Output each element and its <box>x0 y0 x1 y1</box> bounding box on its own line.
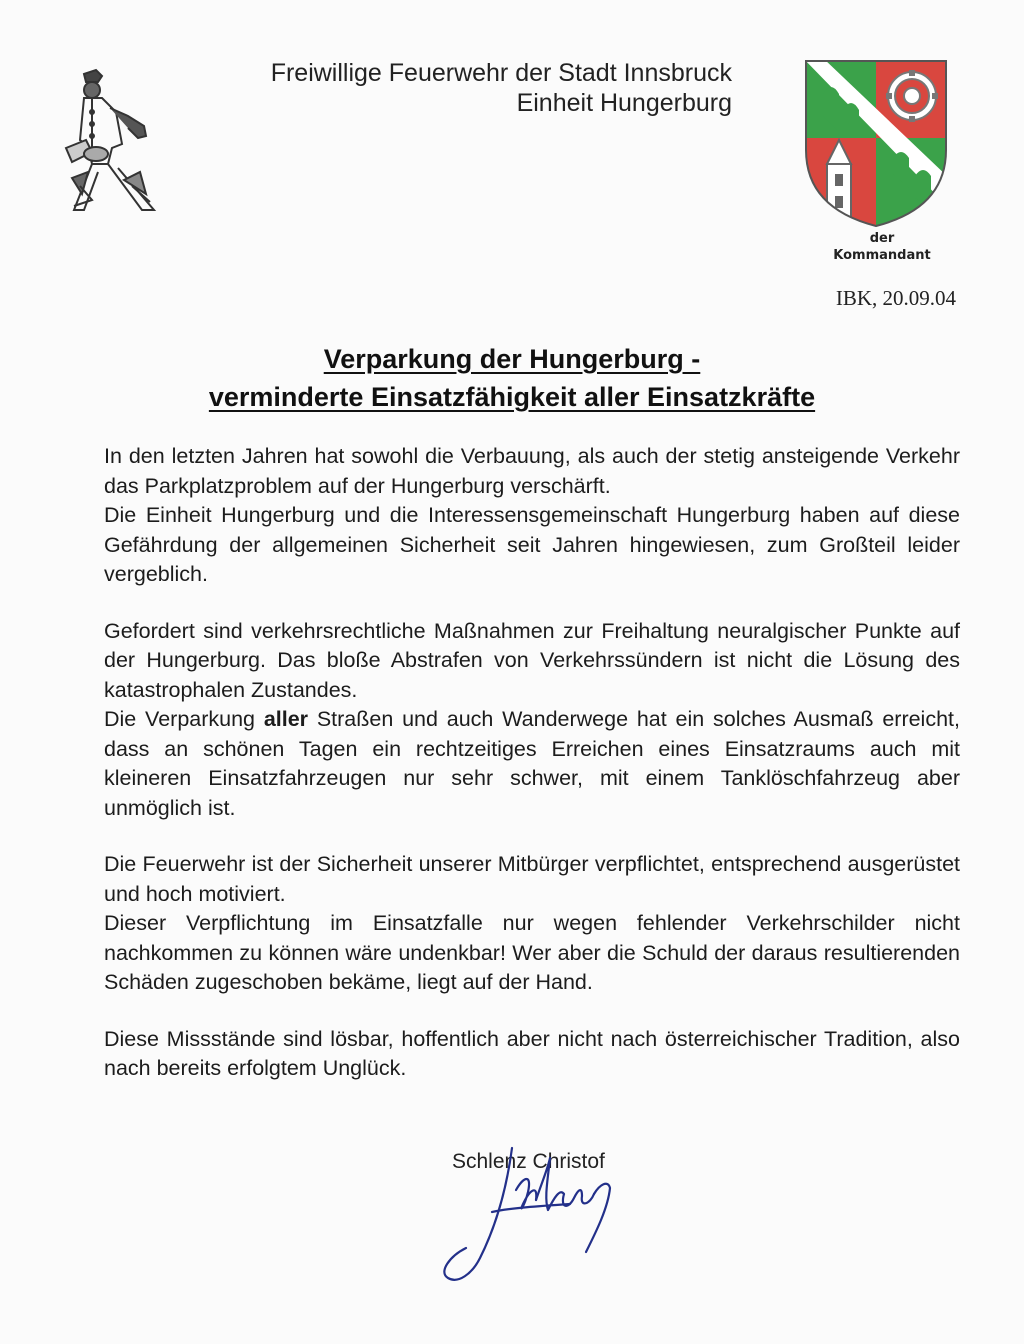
paragraph-2: Die Einheit Hungerburg und die Interessensgemeinschaft Hungerburg haben auf diese Gefährdung der allgemeinen Sicherheit seit Jahren hingewiesen, zum Großteil leider vergeblich. <box>104 503 960 586</box>
letter-body <box>104 442 960 1084</box>
signer-name: Schlenz Christof <box>452 1150 605 1173</box>
role-title: Kommandant <box>833 248 931 263</box>
organization-header <box>180 58 732 118</box>
org-unit: Einheit Hungerburg <box>516 89 732 117</box>
handwritten-signature <box>420 1128 630 1298</box>
paragraph-1: In den letzten Jahren hat sowohl die Verbauung, als auch der stetig ansteigende Verkehr das Parkplatzproblem auf der Hungerburg verschärft. <box>104 444 960 498</box>
paragraph-3: Gefordert sind verkehrsrechtliche Maßnahmen zur Freihaltung neuralgischer Punkte auf der Hungerburg. Das bloße Abstrafen von Verkehrssündern ist nicht die Lösung des katastrophalen Zustandes. <box>104 618 960 702</box>
title-line-1: Verparkung der Hungerburg - <box>323 344 701 374</box>
paragraph-5: Die Feuerwehr ist der Sicherheit unserer Mitbürger verpflichtet, entsprechend ausgerüstet und hoch motiviert. <box>104 852 960 906</box>
letter-date: IBK, 20.09.04 <box>835 286 956 310</box>
author-role <box>820 230 944 264</box>
paragraph-4-emphasis: aller <box>263 707 309 731</box>
org-name: Freiwillige Feuerwehr der Stadt Innsbruck <box>270 59 732 87</box>
paragraph-4 <box>104 705 960 823</box>
role-article: der <box>869 231 895 246</box>
letter-title <box>60 340 964 416</box>
firefighter-logo-icon <box>62 68 158 214</box>
paragraph-4-end: Straßen und auch Wanderwege hat ein solches Ausmaß erreicht, dass an schönen Tagen ein rechtzeitiges Erreichen eines Einsatzraums auch mit kleineren Einsatzfahrzeugen nur sehr schwer, mit einem Tanklöschfahrzeug aber unmöglich ist. <box>104 707 960 820</box>
title-line-2: verminderte Einsatzfähigkeit aller Einsatzkräfte <box>208 382 816 412</box>
paragraph-6: Dieser Verpflichtung im Einsatzfalle nur wegen fehlender Verkehrschilder nicht nachkommen zu können wäre undenkbar! Wer aber die Schuld der daraus resultierenden Schäden zugeschoben bekäme, liegt auf der Hand. <box>104 911 960 994</box>
coat-of-arms-icon <box>803 58 949 228</box>
paragraph-4-start: Die Verparkung <box>104 707 264 731</box>
paragraph-7: Diese Missstände sind lösbar, hoffentlich aber nicht nach österreichischer Tradition, also nach bereits erfolgtem Unglück. <box>104 1026 960 1080</box>
